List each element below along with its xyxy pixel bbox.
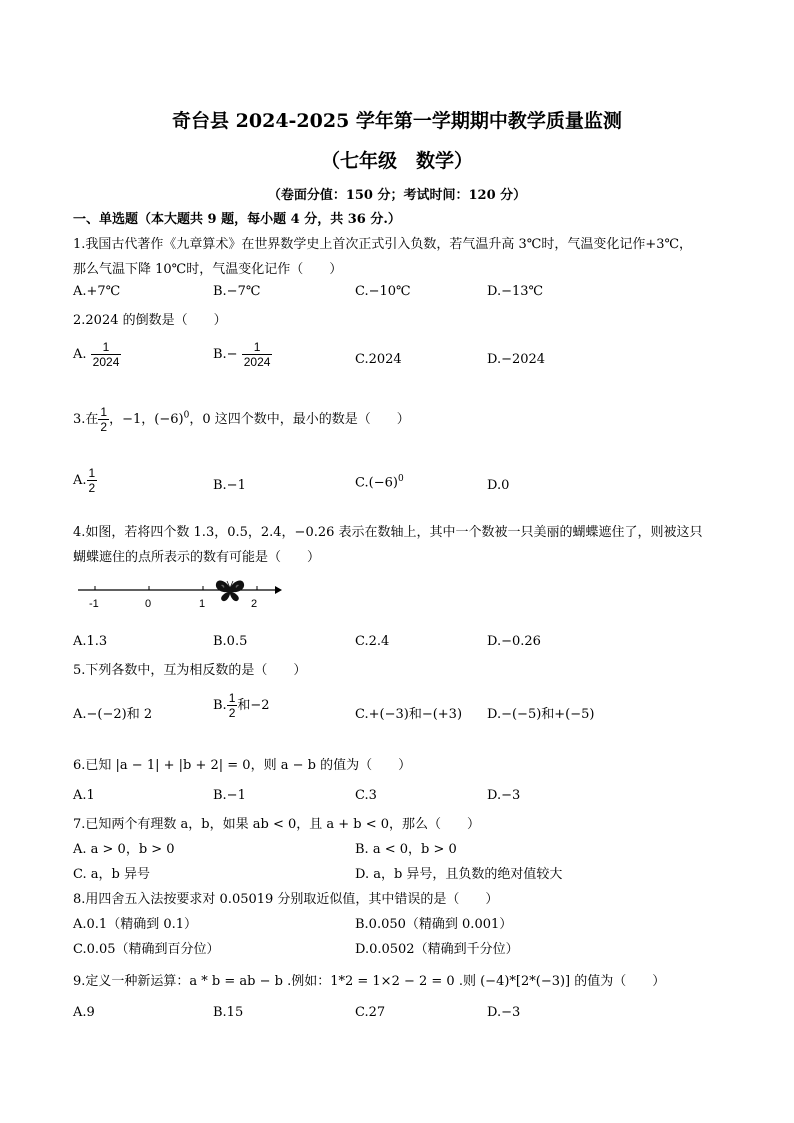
q9-option-c: C.27 [355, 1005, 386, 1020]
q2-option-c: C.2024 [355, 352, 402, 367]
page-subtitle: （七年级 数学） [320, 150, 473, 172]
q9-option-b: B.15 [213, 1005, 244, 1020]
q4-option-a: A.1.3 [73, 634, 108, 649]
q4-option-b: B.0.5 [213, 634, 248, 649]
section-heading: 一、单选题（本大题共 9 题，每小题 4 分，共 36 分.） [73, 212, 401, 227]
q1-option-d: D.−13℃ [487, 284, 544, 299]
q2-a-num: 1 [102, 340, 110, 354]
q5-option-c: C.+(−3)和−(+3) [355, 707, 463, 722]
q2-b-den: 2024 [243, 355, 271, 369]
q5-option-b [213, 691, 270, 720]
q3-stem-suffix: ，0 这四个数中，最小的数是（ ） [189, 412, 410, 427]
q7-option-c: C. a，b 异号 [73, 867, 150, 882]
q6-option-b: B.−1 [213, 788, 246, 803]
q1-line1: 1.我国古代著作《九章算术》在世界数学史上首次正式引入负数，若气温升高 3℃时，气温变化记作+3℃， [73, 237, 693, 252]
score-info: （卷面分值：150 分；考试时间：120 分） [267, 188, 527, 203]
q3-option-b: B.−1 [213, 478, 246, 493]
q1-line2: 那么气温下降 10℃时，气温变化记作（ ） [73, 262, 343, 277]
q9-stem: 9.定义一种新运算：a * b = ab − b .例如：1*2 = 1×2 − 2 = 0 .则 (−4)*[2*(−3)] 的值为（ ） [73, 974, 666, 989]
tick-label: 2 [251, 598, 258, 610]
q1-option-b: B.−7℃ [213, 284, 261, 299]
q5-b-den: 2 [228, 706, 236, 720]
q2-b-num: 1 [253, 340, 261, 354]
q8-option-d: D.0.0502（精确到千分位） [355, 942, 519, 957]
q2-a-fraction [91, 340, 122, 369]
q4-line1: 4.如图，若将四个数 1.3，0.5，2.4，−0.26 表示在数轴上，其中一个数被一只美丽的蝴蝶遮住了，则被这只 [73, 525, 703, 540]
q2-b-prefix: B.− [213, 347, 238, 362]
q6-option-a: A.1 [73, 788, 95, 803]
q3-a-den: 2 [88, 481, 96, 495]
q4-option-c: C.2.4 [355, 634, 390, 649]
q3-a-fraction [87, 466, 98, 495]
q5-b-suffix: 和−2 [237, 698, 270, 713]
q2-a-den: 2024 [92, 355, 120, 369]
q6-option-d: D.−3 [487, 788, 521, 803]
q1-option-c: C.−10℃ [355, 284, 411, 299]
butterfly-icon [216, 581, 244, 602]
q2-option-a [73, 340, 121, 369]
q3-c-prefix: C.(−6) [355, 475, 398, 491]
q3-stem [73, 405, 410, 434]
q3-c-exp: 0 [397, 474, 404, 484]
q3-a-prefix: A. [73, 473, 87, 488]
q8-option-c: C.0.05（精确到百分位） [73, 942, 220, 957]
q8-option-b: B.0.050（精确到 0.001） [355, 917, 513, 932]
q3-a-num: 1 [88, 466, 96, 480]
q4-line2: 蝴蝶遮住的点所表示的数有可能是（ ） [73, 550, 321, 565]
tick-label: -1 [89, 598, 99, 610]
tick-label: 0 [145, 598, 152, 610]
q2-b-fraction [242, 340, 273, 369]
q2-a-prefix: A. [73, 347, 87, 362]
q3-stem-exp: 0 [183, 410, 190, 421]
q3-half-den: 2 [100, 420, 108, 434]
q7-option-a: A. a > 0，b > 0 [73, 842, 175, 857]
q1-option-a: A.+7℃ [73, 284, 121, 299]
q3-stem-mid: ，−1，(−6) [109, 412, 184, 427]
q5-b-num: 1 [228, 691, 236, 705]
q3-option-d: D.0 [487, 478, 510, 493]
q5-b-prefix: B. [213, 698, 227, 713]
q2-option-d: D.−2024 [487, 352, 546, 367]
q7-option-b: B. a < 0，b > 0 [355, 842, 457, 857]
q8-stem: 8.用四舍五入法按要求对 0.05019 分别取近似值，其中错误的是（ ） [73, 892, 499, 907]
q6-stem: 6.已知 |a − 1| + |b + 2| = 0，则 a − b 的值为（ ） [73, 758, 412, 773]
q3-stem-prefix: 3.在 [73, 412, 99, 427]
number-line-arrow [275, 586, 282, 594]
q7-stem: 7.已知两个有理数 a，b，如果 ab < 0，且 a + b < 0，那么（ ） [73, 817, 481, 832]
q8-option-a: A.0.1（精确到 0.1） [73, 917, 198, 932]
q5-stem: 5.下列各数中，互为相反数的是（ ） [73, 663, 307, 678]
q2-option-b [213, 340, 272, 369]
q4-option-d: D.−0.26 [487, 634, 541, 649]
q7-option-d: D. a，b 异号，且负数的绝对值较大 [355, 867, 563, 882]
q5-option-a: A.−(−2)和 2 [73, 707, 153, 722]
q3-half-num: 1 [100, 405, 108, 419]
number-line-figure [75, 578, 290, 614]
q9-option-a: A.9 [73, 1005, 95, 1020]
q5-option-d: D.−(−5)和+(−5) [487, 707, 595, 722]
q9-option-d: D.−3 [487, 1005, 521, 1020]
page-title: 奇台县 2024-2025 学年第一学期期中教学质量监测 [172, 110, 622, 132]
q5-b-fraction [227, 691, 238, 720]
q3-half-fraction [98, 405, 109, 434]
tick-label: 1 [199, 598, 206, 610]
q2-stem: 2.2024 的倒数是（ ） [73, 313, 227, 328]
q6-option-c: C.3 [355, 788, 377, 803]
q3-option-a [73, 466, 97, 495]
q3-option-c [355, 474, 404, 490]
